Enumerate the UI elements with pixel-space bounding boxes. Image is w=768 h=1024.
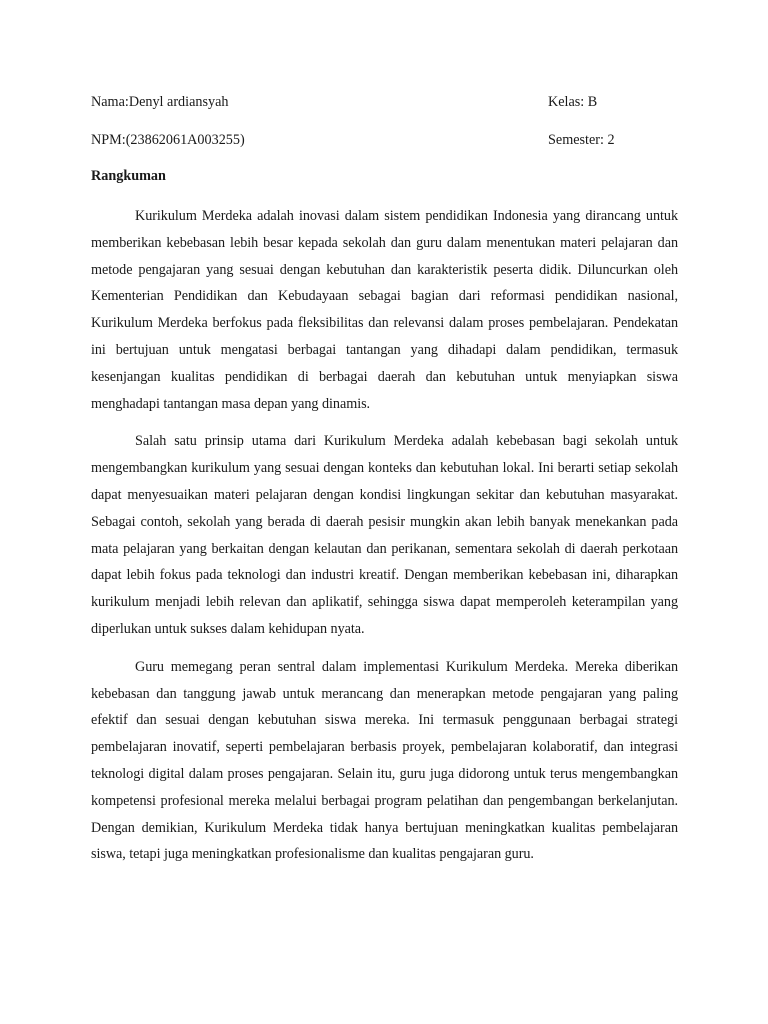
header-row-identity xyxy=(91,92,691,112)
student-npm: NPM:(23862061A003255) xyxy=(91,132,245,148)
paragraph-2: Salah satu prinsip utama dari Kurikulum Merdeka adalah kebebasan bagi sekolah untuk mengembangkan kurikulum yang sesuai dengan konteks dan kebutuhan lokal. Ini berarti setiap sekolah dapat menyesuaikan materi pelajaran dengan kondisi lingkungan sekitar dan kebutuhan masyarakat. Sebagai contoh, sekolah yang berada di daerah pesisir mungkin akan lebih banyak menekankan pada mata pelajaran yang berkaitan dengan kelautan dan perikanan, sementara sekolah di daerah perkotaan dapat lebih fokus pada teknologi dan industri kreatif. Dengan memberikan kebebasan ini, diharapkan kurikulum menjadi lebih relevan dan aplikatif, sehingga siswa dapat memperoleh keterampilan yang diperlukan untuk sukses dalam kehidupan nyata. xyxy=(91,433,678,637)
header-row-npm xyxy=(91,130,691,150)
document-body xyxy=(91,203,678,879)
section-title: Rangkuman xyxy=(91,168,166,184)
paragraph-1: Kurikulum Merdeka adalah inovasi dalam sistem pendidikan Indonesia yang dirancang untuk memberikan kebebasan lebih besar kepada sekolah dan guru dalam menentukan materi pelajaran dan metode pengajaran yang sesuai dengan kebutuhan dan karakteristik peserta didik. Diluncurkan oleh Kementerian Pendidikan dan Kebudayaan sebagai bagian dari reformasi pendidikan nasional, Kurikulum Merdeka berfokus pada fleksibilitas dan relevansi dalam proses pembelajaran. Pendekatan ini bertujuan untuk mengatasi berbagai tantangan yang dihadapi dalam pendidikan, termasuk kesenjangan kualitas pendidikan di berbagai daerah dan kebutuhan untuk menyiapkan siswa menghadapi tantangan masa depan yang dinamis. xyxy=(91,208,678,412)
student-semester: Semester: 2 xyxy=(548,132,615,148)
paragraph-3: Guru memegang peran sentral dalam implementasi Kurikulum Merdeka. Mereka diberikan kebebasan dan tanggung jawab untuk merancang dan menerapkan metode pengajaran yang paling efektif dan sesuai dengan kebutuhan siswa mereka. Ini termasuk penggunaan berbagai strategi pembelajaran inovatif, seperti pembelajaran berbasis proyek, pembelajaran kolaboratif, dan integrasi teknologi digital dalam proses pengajaran. Selain itu, guru juga didorong untuk terus mengembangkan kompetensi profesional mereka melalui berbagai program pelatihan dan pengembangan berkelanjutan. Dengan demikian, Kurikulum Merdeka tidak hanya bertujuan meningkatkan kualitas pembelajaran siswa, tetapi juga meningkatkan profesionalisme dan kualitas pengajaran guru. xyxy=(91,658,678,863)
student-class: Kelas: B xyxy=(548,94,598,110)
student-name: Nama:Denyl ardiansyah xyxy=(91,94,229,110)
